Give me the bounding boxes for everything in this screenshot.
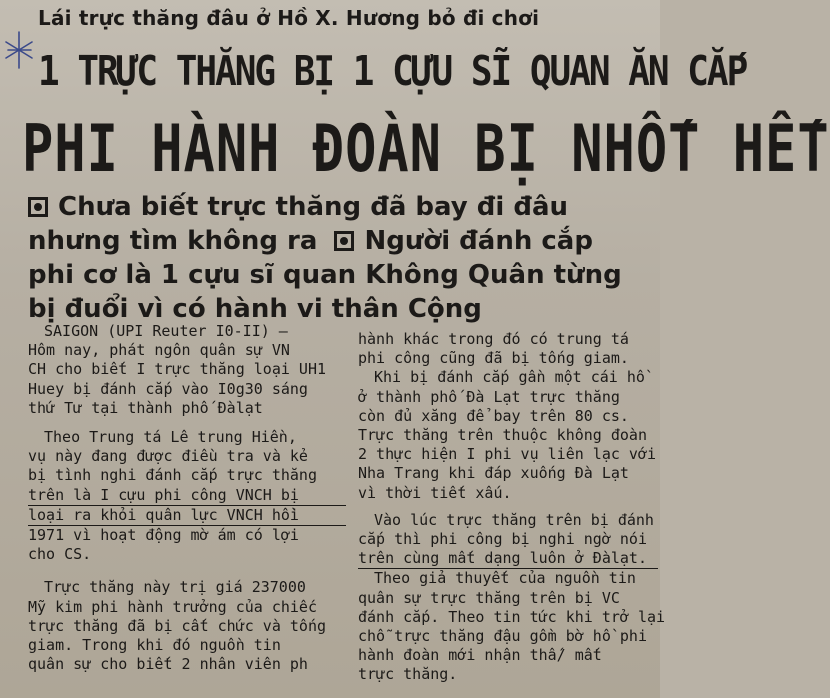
text-line: còn đủ xăng để bay trên 80 cs. [358, 406, 629, 425]
text-line: CH cho biết I trực thăng loại UH1 [28, 360, 327, 379]
text-line: 2 thực hiện I phi vụ liên lạc với [358, 445, 657, 464]
subheadline-line-4: bị đuổi vì có hành vi thân Cộng [28, 294, 482, 324]
text-line: ở thành phố Đà Lạt trực thăng [358, 387, 620, 406]
text-line: hành khác trong đó có trung tá [358, 330, 629, 348]
article-column-right [358, 330, 666, 685]
text-line: Mỹ kim phi hành trưởng của chiếc [28, 597, 317, 616]
text-line: vì thời tiết xấu. [358, 483, 512, 502]
text-line: Trực thăng trên thuộc không đoàn [358, 426, 647, 445]
subheadline-line-3: phi cơ là 1 cựu sĩ quan Không Quân từng [28, 260, 622, 290]
text-line: Nha Trang khi đáp xuống Đà Lạt [358, 464, 629, 483]
text-line: trên cùng mất dạng luôn ở Đàlạt. [358, 549, 658, 569]
text-line: phi công cũng đã bị tống giam. [358, 349, 629, 368]
text-line: thứ Tư tại thành phố Đàlạt [28, 398, 263, 417]
text-line: Theo giả thuyết của nguồn tin [374, 569, 636, 588]
handwritten-star-mark [4, 30, 34, 70]
text-line: Vào lúc trực thăng trên bị đánh [374, 510, 654, 529]
text-line: Huey bị đánh cắp vào I0g30 sáng [28, 379, 308, 398]
article-column-left [28, 322, 346, 674]
text-line: Hôm nay, phát ngôn quân sự VN [28, 341, 290, 360]
text-line: trực thăng đã bị cất chức và tống [28, 616, 327, 635]
text-line: vụ này đang được điều tra và kẻ [28, 447, 308, 466]
kicker-headline: Lái trực thăng đâu ở Hồ X. Hương bỏ đi chơi [38, 6, 540, 30]
text-line: Theo Trung tá Lê trung Hiền, [44, 428, 297, 447]
subheadline-line-1: Chưa biết trực thăng đã bay đi đâu [28, 190, 658, 224]
text-line: đánh cắp. Theo tin tức khi trở lại [358, 607, 666, 626]
text-line: cắp thì phi công bị nghi ngờ nói [358, 530, 647, 549]
subheadline-block [28, 190, 658, 326]
secondary-headline: PHI HÀNH ĐOÀN BỊ NHỐT HẾT [22, 112, 830, 187]
text-line: Trực thăng này trị giá 237000 [44, 578, 306, 597]
text-line: quân sự trực thăng trên bị VC [358, 588, 620, 607]
text-line: cho CS. [28, 545, 92, 564]
text-line: chỗ trực thăng đậu gồm bờ hồ phi [358, 627, 647, 646]
text-line: Khi bị đánh cắp gần một cái hồ [374, 368, 645, 387]
bullet-icon [28, 197, 48, 217]
text-line: hành đoàn mới nhận thấ/ mất [358, 646, 602, 665]
main-headline: 1 TRỰC THĂNG BỊ 1 CỰU SĨ QUAN ĂN CẮP [38, 48, 747, 96]
subheadline-line-2: nhưng tìm không ra Người đánh cắp [28, 226, 593, 256]
text-line: 1971 vì hoạt động mờ ám có lợi [28, 526, 299, 545]
bullet-icon [334, 231, 354, 251]
text-line: giam. Trong khi đó nguồn tin [28, 636, 281, 655]
text-line: trên là I cựu phi công VNCH bị [28, 486, 346, 506]
text-line: bị tình nghi đánh cắp trực thăng [28, 466, 317, 485]
text-line: quân sự cho biết 2 nhân viên ph [28, 655, 308, 674]
text-line: SAIGON (UPI Reuter I0-II) — [44, 322, 288, 340]
text-line: trực thăng. [358, 665, 458, 684]
text-line: loại ra khỏi quân lực VNCH hồi [28, 506, 346, 526]
